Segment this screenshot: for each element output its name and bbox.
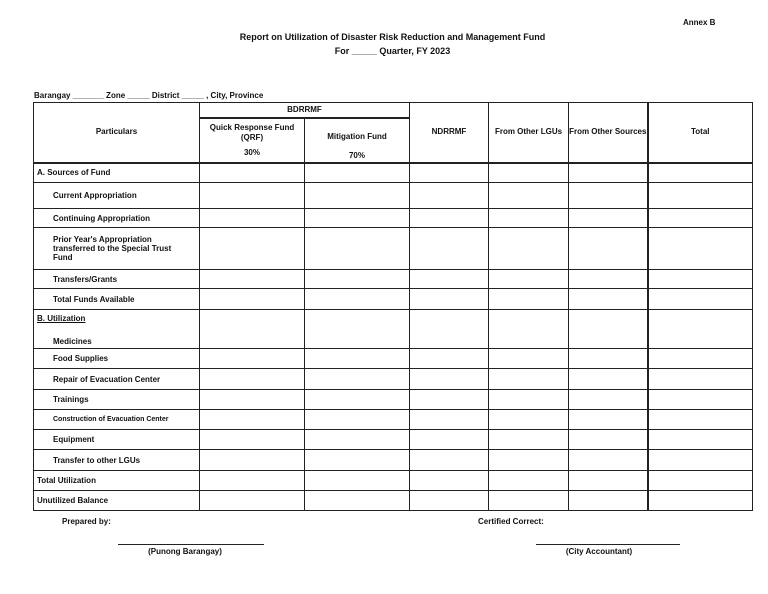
signature-line-city-accountant (536, 544, 680, 545)
header-mitigation-label: Mitigation Fund (327, 131, 387, 141)
header-total: Total (648, 103, 753, 163)
annex-label: Annex B (683, 18, 716, 27)
header-qrf-percent: 30% (243, 147, 260, 157)
header-ndrrmf: NDRRMF (410, 103, 489, 163)
report-title: Report on Utilization of Disaster Risk Reduction and Management Fund (239, 32, 546, 42)
row-total-funds-available: Total Funds Available (34, 289, 200, 310)
header-other-lgus: From Other LGUs (489, 103, 569, 163)
row-repair-evacuation-center: Repair of Evacuation Center (34, 369, 200, 390)
header-qrf-label: Quick Response Fund (QRF) (209, 122, 295, 142)
header-bdrrmf: BDRRMF (200, 103, 410, 118)
location-line: Barangay _______ Zone _____ District _____ , City, Province (34, 91, 264, 100)
header-mitigation-percent: 70% (348, 150, 365, 160)
row-utilization-label: B. Utilization (37, 314, 86, 323)
prepared-by-label: Prepared by: (62, 517, 111, 526)
signature-line-punong-barangay (118, 544, 264, 545)
header-particulars: Particulars (34, 103, 200, 163)
row-sources-of-fund: A. Sources of Fund (34, 163, 200, 183)
row-food-supplies: Food Supplies (34, 349, 200, 369)
row-medicines: Medicines (53, 337, 92, 346)
row-continuing-appropriation: Continuing Appropriation (34, 209, 200, 228)
fund-utilization-table (33, 102, 753, 511)
row-transfer-other-lgus: Transfer to other LGUs (34, 450, 200, 471)
row-total-utilization: Total Utilization (34, 471, 200, 491)
header-other-sources: From Other Sources (569, 103, 648, 163)
signatory-punong-barangay: (Punong Barangay) (148, 547, 222, 556)
row-transfers-grants: Transfers/Grants (34, 270, 200, 289)
header-mitigation (305, 118, 410, 163)
header-qrf (200, 118, 305, 163)
report-subtitle: For _____ Quarter, FY 2023 (334, 46, 451, 56)
row-prior-year-appropriation: Prior Year's Appropriation transferred to the Special Trust Fund (34, 228, 200, 270)
row-trainings: Trainings (34, 390, 200, 410)
signatory-city-accountant: (City Accountant) (565, 547, 633, 556)
row-current-appropriation: Current Appropriation (34, 183, 200, 209)
row-unutilized-balance: Unutilized Balance (34, 491, 200, 511)
certified-correct-label: Certified Correct: (478, 517, 544, 526)
row-utilization (34, 310, 200, 349)
row-equipment: Equipment (34, 430, 200, 450)
row-construction-evacuation-center: Construction of Evacuation Center (34, 410, 200, 430)
